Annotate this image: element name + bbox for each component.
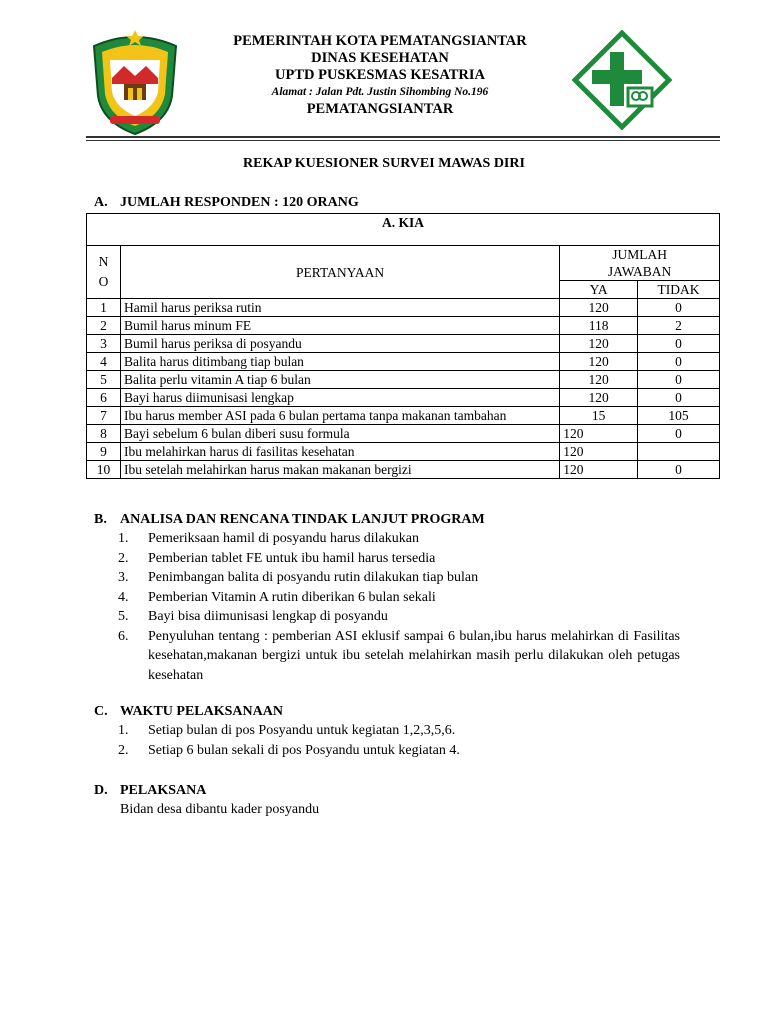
row-tidak: 0 xyxy=(638,389,720,407)
row-tidak: 0 xyxy=(638,371,720,389)
list-item-text: Pemeriksaan hamil di posyandu harus dilakukan xyxy=(148,531,419,546)
header-ya: YA xyxy=(560,281,638,299)
list-item-number: 2. xyxy=(118,550,129,566)
row-tidak xyxy=(638,443,720,461)
table-title: A. KIA xyxy=(87,214,720,246)
row-ya: 120 xyxy=(560,371,638,389)
list-item xyxy=(94,588,680,608)
row-ya: 120 xyxy=(560,335,638,353)
row-question: Bayi sebelum 6 bulan diberi susu formula xyxy=(120,425,559,443)
row-question: Bumil harus minum FE xyxy=(120,317,559,335)
row-question: Hamil harus periksa rutin xyxy=(120,299,559,317)
row-question: Ibu harus member ASI pada 6 bulan pertama tanpa makanan tambahan xyxy=(120,407,559,425)
section-a-text: JUMLAH RESPONDEN : 120 ORANG xyxy=(120,195,359,210)
section-b-label: B. xyxy=(94,512,107,527)
document-title: REKAP KUESIONER SURVEI MAWAS DIRI xyxy=(243,156,525,171)
header-answer xyxy=(560,246,720,281)
row-no: 6 xyxy=(87,389,121,407)
letterhead-unit: UPTD PUSKESMAS KESATRIA xyxy=(274,67,486,83)
row-tidak: 0 xyxy=(638,335,720,353)
section-d-heading xyxy=(94,781,319,800)
row-ya: 15 xyxy=(560,407,638,425)
section-d-text: Bidan desa dibantu kader posyandu xyxy=(120,802,320,817)
list-item-text: Bayi bisa diimunisasi lengkap di posyandu xyxy=(148,609,388,624)
puskesmas-green-cross-logo xyxy=(572,30,672,130)
row-tidak: 0 xyxy=(638,299,720,317)
section-c xyxy=(94,702,680,760)
table-title-row xyxy=(87,214,720,246)
row-ya: 120 xyxy=(560,353,638,371)
city-crest-logo xyxy=(88,26,182,136)
row-ya: 120 xyxy=(560,299,638,317)
row-tidak: 0 xyxy=(638,425,720,443)
list-item xyxy=(94,568,680,588)
section-d xyxy=(94,781,319,819)
table-row xyxy=(87,443,720,461)
row-tidak: 0 xyxy=(638,353,720,371)
table-row xyxy=(87,389,720,407)
row-no: 1 xyxy=(87,299,121,317)
row-ya: 120 xyxy=(560,389,638,407)
section-a-label: A. xyxy=(94,195,108,210)
header-answer-line2: JAWABAN xyxy=(607,264,672,279)
list-item-text: Setiap bulan di pos Posyandu untuk kegiatan 1,2,3,5,6. xyxy=(148,723,456,738)
list-item-text: Pemberian Vitamin A rutin diberikan 6 bulan sekali xyxy=(148,589,436,605)
list-item-number: 3. xyxy=(118,570,129,585)
section-d-title: PELAKSANA xyxy=(120,783,207,798)
header-no-bottom: O xyxy=(98,274,109,289)
letterhead-address: Alamat : Jalan Pdt. Justin Sihombing No.196 xyxy=(271,86,489,98)
table-row xyxy=(87,425,720,443)
row-no: 7 xyxy=(87,407,121,425)
table-row xyxy=(87,461,720,479)
list-item xyxy=(94,627,680,686)
section-a-heading xyxy=(94,195,359,211)
row-question: Balita harus ditimbang tiap bulan xyxy=(120,353,559,371)
row-no: 3 xyxy=(87,335,121,353)
section-b-list xyxy=(94,529,680,685)
row-ya: 120 xyxy=(560,425,638,443)
list-item-number: 6. xyxy=(118,628,129,644)
row-ya: 118 xyxy=(560,317,638,335)
list-item-text: Penimbangan balita di posyandu rutin dilakukan tiap bulan xyxy=(148,570,479,585)
row-no: 8 xyxy=(87,425,121,443)
row-question: Ibu setelah melahirkan harus makan makanan bergizi xyxy=(120,461,559,479)
letterhead-government: PEMERINTAH KOTA PEMATANGSIANTAR xyxy=(233,33,527,49)
row-tidak: 105 xyxy=(638,407,720,425)
section-b-title: ANALISA DAN RENCANA TINDAK LANJUT PROGRAM xyxy=(120,512,485,527)
section-c-heading xyxy=(94,702,680,721)
header-tidak: TIDAK xyxy=(638,281,720,299)
header-question: PERTANYAAN xyxy=(120,246,559,299)
row-no: 10 xyxy=(87,461,121,479)
section-c-title: WAKTU PELAKSANAAN xyxy=(120,704,283,719)
row-question: Bumil harus periksa di posyandu xyxy=(120,335,559,353)
table-row xyxy=(87,317,720,335)
row-tidak: 2 xyxy=(638,317,720,335)
letterhead-rule-thin xyxy=(86,140,720,141)
table-header-row xyxy=(87,246,720,281)
table-row xyxy=(87,335,720,353)
letterhead xyxy=(200,33,560,118)
row-question: Balita perlu vitamin A tiap 6 bulan xyxy=(120,371,559,389)
list-item xyxy=(94,741,680,761)
table-row xyxy=(87,353,720,371)
section-b xyxy=(94,510,680,685)
row-ya: 120 xyxy=(560,443,638,461)
list-item-number: 1. xyxy=(118,723,129,738)
list-item xyxy=(94,529,680,549)
list-item-number: 5. xyxy=(118,609,129,624)
list-item-text: Pemberian tablet FE untuk ibu hamil harus tersedia xyxy=(148,550,436,566)
list-item-number: 1. xyxy=(118,531,129,546)
section-c-list xyxy=(94,721,680,760)
letterhead-department: DINAS KESEHATAN xyxy=(311,50,449,66)
row-no: 2 xyxy=(87,317,121,335)
list-item xyxy=(94,549,680,569)
table-row xyxy=(87,371,720,389)
row-no: 5 xyxy=(87,371,121,389)
section-c-label: C. xyxy=(94,704,108,719)
table-row xyxy=(87,407,720,425)
list-item xyxy=(94,607,680,627)
list-item-number: 4. xyxy=(118,589,129,605)
header-no-top: N xyxy=(98,254,109,269)
row-no: 4 xyxy=(87,353,121,371)
kia-table xyxy=(86,213,720,479)
row-ya: 120 xyxy=(560,461,638,479)
letterhead-rule-thick xyxy=(86,136,720,138)
row-question: Ibu melahirkan harus di fasilitas kesehatan xyxy=(120,443,559,461)
list-item-text: Setiap 6 bulan sekali di pos Posyandu untuk kegiatan 4. xyxy=(148,742,460,758)
table-body xyxy=(87,299,720,479)
list-item-text: Penyuluhan tentang : pemberian ASI eklusif sampai 6 bulan,ibu harus melahirkan di Fasilitas kesehatan,makanan bergizi untuk ibu setelah melahirkan masih perlu dilakukan oleh petugas kesehatan xyxy=(148,628,680,683)
section-d-label: D. xyxy=(94,783,108,798)
header-answer-line1: JUMLAH xyxy=(612,247,667,262)
row-question: Bayi harus diimunisasi lengkap xyxy=(120,389,559,407)
section-b-heading xyxy=(94,510,680,529)
row-tidak: 0 xyxy=(638,461,720,479)
list-item xyxy=(94,721,680,741)
row-no: 9 xyxy=(87,443,121,461)
table-row xyxy=(87,299,720,317)
header-no xyxy=(87,246,121,299)
letterhead-city: PEMATANGSIANTAR xyxy=(306,101,454,117)
list-item-number: 2. xyxy=(118,742,129,758)
